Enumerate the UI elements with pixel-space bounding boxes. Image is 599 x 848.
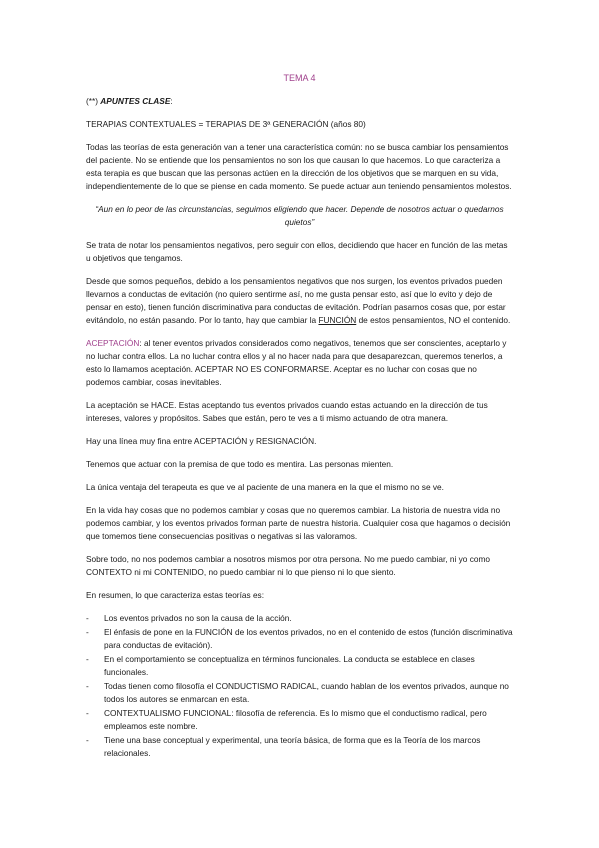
notes-prefix: (**): [86, 96, 101, 106]
notes-line: [86, 95, 513, 108]
list-item: - En el comportamiento se conceptualiza en términos funcionales. La conducta se establece en clases funcionales.: [86, 653, 513, 679]
notes-suffix: :: [170, 96, 173, 106]
notes-label: APUNTES CLASE: [100, 96, 171, 106]
paragraph-10: Sobre todo, no nos podemos cambiar a nosotros mismos por otra persona. No me puedo cambiar, ni yo como CONTEXTO ni mi CONTENIDO, no puedo cambiar ni lo que pienso ni lo que siento.: [86, 554, 490, 577]
list-item: - Los eventos privados no son la causa de la acción.: [86, 612, 513, 625]
paragraph-8: La única ventaja del terapeuta es que ve al paciente de una manera en la que el mismo no se ve.: [86, 482, 444, 492]
paragraph-3-start: Desde que somos pequeños, debido a los pensamientos negativos que nos surgen, los eventos privados pueden llevarnos a conductas de evitación (no quiero sentirme así, no me gusta pensar esto, así que lo evito y dejo de pensar en esto), tienen función discriminativa para conductas de evitación. Podrían pasarnos cosas que, por estar evitándolo, no están pasando. Por lo tanto, hay que cambiar la: [86, 276, 506, 325]
paragraph-6: Hay una línea muy fina entre ACEPTACIÓN y RESIGNACIÓN.: [86, 436, 317, 446]
quote: “Aun en lo peor de las circunstancias, seguimos eligiendo que hacer. Depende de nosotros actuar o quedarnos quietos”: [95, 204, 504, 227]
section-heading: TERAPIAS CONTEXTUALES = TERAPIAS DE 3ª GENERACIÓN (años 80): [86, 119, 366, 129]
paragraph-1: Todas las teorías de esta generación van a tener una característica común: no se busca cambiar los pensamientos del paciente. No se entiende que los pensamientos no son los que causan lo que hacemos. Lo que caracteriza a esta terapia es que buscan que las personas actúen en la dirección de los objetivos que se marquen en su vida, independientemente de lo que se piense en cada momento. Se puede actuar aun teniendo pensamientos molestos.: [86, 142, 512, 191]
summary-list: [86, 612, 513, 760]
paragraph-7: Tenemos que actuar con la premisa de que todo es mentira. Las personas mienten.: [86, 459, 394, 469]
list-item: - El énfasis de pone en la FUNCIÓN de los eventos privados, no en el contenido de estos (función discriminativa para conductas de evitación).: [86, 626, 513, 652]
aceptacion-text: : al tener eventos privados considerados como negativos, tenemos que ser conscientes, aceptarlo y no luchar contra ellos. La no luchar contra ellos y al no hacer nada para que desaparezcan, queremos tenerlos, a esto lo llamamos aceptación. ACEPTAR NO ES CONFORMARSE. Aceptar es no luchar con cosas que no podemos cambiar, cosas inevitables.: [86, 338, 507, 387]
paragraph-5: La aceptación se HACE. Estas aceptando tus eventos privados cuando estas actuando en la dirección de tus intereses, valores y propósitos. Sabes que están, pero te ves a ti mismo actuando de otra manera.: [86, 400, 488, 423]
page-title: TEMA 4: [283, 73, 316, 83]
paragraph-9: En la vida hay cosas que no podemos cambiar y cosas que no queremos cambiar. La historia de nuestra vida no podemos cambiar, y los eventos privados forman parte de nuestra historia. Cualquier cosa que hagamos o decisión que tomemos tiene consecuencias positivas o negativas si las valoramos.: [86, 505, 511, 541]
funcion-emphasis: FUNCIÓN: [318, 315, 357, 325]
paragraph-11: En resumen, lo que caracteriza estas teorías es:: [86, 590, 265, 600]
aceptacion-label: ACEPTACIÓN: [86, 338, 140, 348]
paragraph-3: [86, 275, 513, 327]
list-item: - Todas tienen como filosofía el CONDUCTISMO RADICAL, cuando hablan de los eventos privados, aunque no todos los autores se enmarcan en esta.: [86, 680, 513, 706]
paragraph-4: [86, 337, 513, 389]
paragraph-2: Se trata de notar los pensamientos negativos, pero seguir con ellos, decidiendo que hacer en función de las metas u objetivos que tengamos.: [86, 240, 508, 263]
list-item: - Tiene una base conceptual y experimental, una teoría básica, de forma que es la Teoría de los marcos relacionales.: [86, 734, 513, 760]
list-item: - CONTEXTUALISMO FUNCIONAL: filosofía de referencia. Es lo mismo que el conductismo radical, pero empleamos este nombre.: [86, 707, 513, 733]
paragraph-3-end: de estos pensamientos, NO el contenido.: [356, 315, 511, 325]
